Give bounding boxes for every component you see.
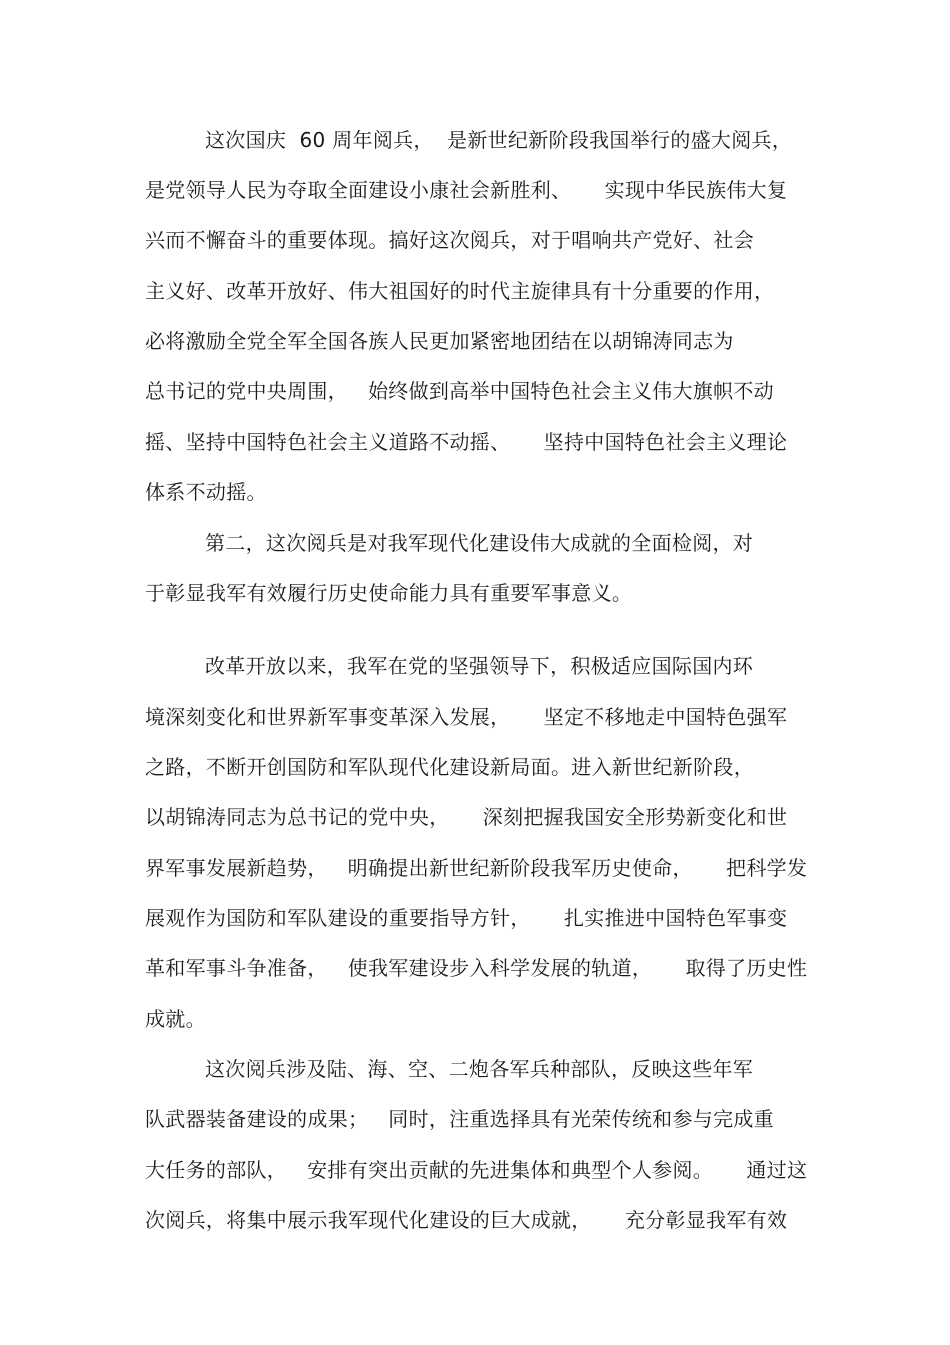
text-line: 队武器装备建设的成果； 同时，注重选择具有光荣传统和参与完成重	[145, 1107, 774, 1131]
text-line: 第二，这次阅兵是对我军现代化建设伟大成就的全面检阅，对	[205, 531, 754, 555]
text-line: 兴而不懈奋斗的重要体现。搞好这次阅兵，对于唱响共产党好、社会	[145, 228, 754, 252]
text-line: 摇、坚持中国特色社会主义道路不动摇、 坚持中国特色社会主义理论	[145, 430, 788, 454]
text-line: 这次国庆 60 周年阅兵， 是新世纪新阶段我国举行的盛大阅兵，	[205, 128, 793, 152]
text-line: 之路，不断开创国防和军队现代化建设新局面。进入新世纪新阶段，	[145, 755, 754, 779]
text-line: 境深刻变化和世界新军事变革深入发展， 坚定不移地走中国特色强军	[145, 705, 788, 729]
text-line: 这次阅兵涉及陆、海、空、二炮各军兵种部队，反映这些年军	[205, 1057, 754, 1081]
text-line: 是党领导人民为夺取全面建设小康社会新胜利、 实现中华民族伟大复	[145, 178, 788, 202]
text-line: 改革开放以来，我军在党的坚强领导下，积极适应国际国内环	[205, 654, 754, 678]
text-line: 体系不动摇。	[145, 480, 267, 504]
text-line: 主义好、改革开放好、伟大祖国好的时代主旋律具有十分重要的作用，	[145, 279, 775, 303]
text-line: 成就。	[145, 1007, 206, 1031]
text-line: 展观作为国防和军队建设的重要指导方针， 扎实推进中国特色军事变	[145, 906, 788, 930]
text-line: 总书记的党中央周围， 始终做到高举中国特色社会主义伟大旗帜不动	[145, 379, 774, 403]
text-line: 必将激励全党全军全国各族人民更加紧密地团结在以胡锦涛同志为	[145, 329, 734, 353]
text-line: 大任务的部队， 安排有突出贡献的先进集体和典型个人参阅。 通过这	[145, 1158, 808, 1182]
text-line: 革和军事斗争准备， 使我军建设步入科学发展的轨道， 取得了历史性	[145, 956, 808, 980]
text-line: 以胡锦涛同志为总书记的党中央， 深刻把握我国安全形势新变化和世	[145, 805, 788, 829]
text-line: 于彰显我军有效履行历史使命能力具有重要军事意义。	[145, 581, 633, 605]
text-line: 次阅兵，将集中展示我军现代化建设的巨大成就， 充分彰显我军有效	[145, 1208, 788, 1232]
text-line: 界军事发展新趋势， 明确提出新世纪新阶段我军历史使命， 把科学发	[145, 856, 808, 880]
